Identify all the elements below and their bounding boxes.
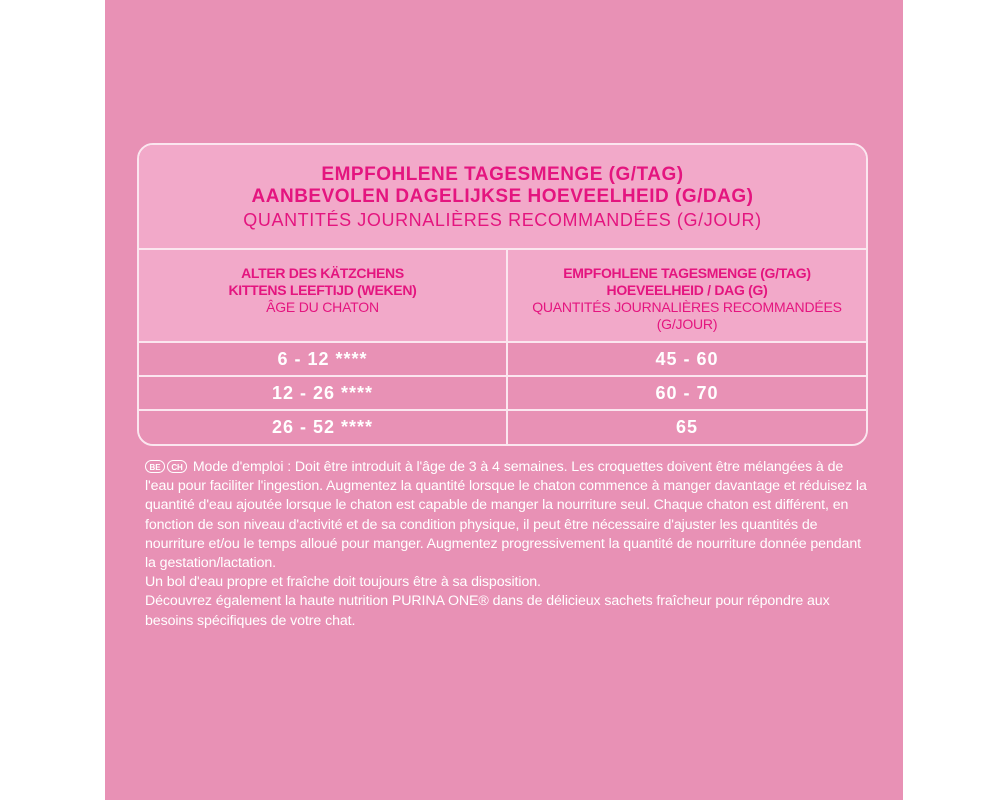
product-note: Découvrez également la haute nutrition PURINA ONE® dans de délicieux sachets fraîcheur pour répondre aux besoins spécifiques de votre chat. — [145, 593, 830, 629]
title-french: QUANTITÉS JOURNALIÈRES RECOMMANDÉES (G/JOUR) — [243, 210, 762, 230]
usage-instructions: Mode d'emploi : Doit être introduit à l'âge de 3 à 4 semaines. Les croquettes doivent être mélangées à de l'eau pour faciliter l'ingestion. Augmentez la quantité lorsque le chaton commence à manger davantage et réduisez la quantité d'eau ajoutée lorsque le chaton est capable de manger la nourriture seul. Chaque chaton est différent, en fonction de son niveau d'activité et de sa condition physique, il peut être nécessaire d'ajuster les quantités de nourriture et/ou le temps alloué pour manger. Augmentez progressivement la quantité de nourriture donnée pendant la gestation/lactation. — [145, 459, 867, 572]
header-amount — [506, 250, 866, 341]
table-row — [139, 411, 866, 446]
header-age-dutch: KITTENS LEEFTIJD (WEKEN) — [228, 282, 417, 298]
amount-cell: 65 — [506, 411, 866, 446]
title-dutch: AANBEVOLEN DAGELIJKSE HOEVEELHEID (G/DAG) — [251, 186, 754, 207]
table-row — [139, 377, 866, 411]
instructions-paragraph — [145, 458, 875, 573]
instructions-text — [145, 458, 875, 631]
amount-cell: 45 - 60 — [506, 343, 866, 375]
water-note: Un bol d'eau propre et fraîche doit toujours être à sa disposition. — [145, 574, 541, 591]
be-badge: BE — [145, 460, 165, 473]
header-age-german: ALTER DES KÄTZCHENS — [241, 265, 404, 281]
header-amount-german: EMPFOHLENE TAGESMENGE (G/TAG) — [563, 265, 811, 281]
header-age — [139, 250, 506, 341]
title-german: EMPFOHLENE TAGESMENGE (G/TAG) — [321, 164, 684, 185]
table-header-row — [139, 250, 866, 343]
header-amount-french: QUANTITÉS JOURNALIÈRES RECOMMANDÉES (G/JOUR) — [532, 299, 842, 332]
age-cell: 26 - 52 **** — [271, 417, 374, 437]
amount-cell: 60 - 70 — [506, 377, 866, 409]
header-age-french: ÂGE DU CHATON — [266, 299, 379, 315]
table-title — [139, 145, 866, 250]
age-cell: 6 - 12 **** — [277, 349, 368, 369]
header-amount-dutch: HOEVEELHEID / DAG (G) — [606, 282, 768, 298]
feeding-table — [137, 143, 868, 446]
age-cell: 12 - 26 **** — [271, 383, 374, 403]
table-row — [139, 343, 866, 377]
ch-badge: CH — [167, 460, 187, 473]
